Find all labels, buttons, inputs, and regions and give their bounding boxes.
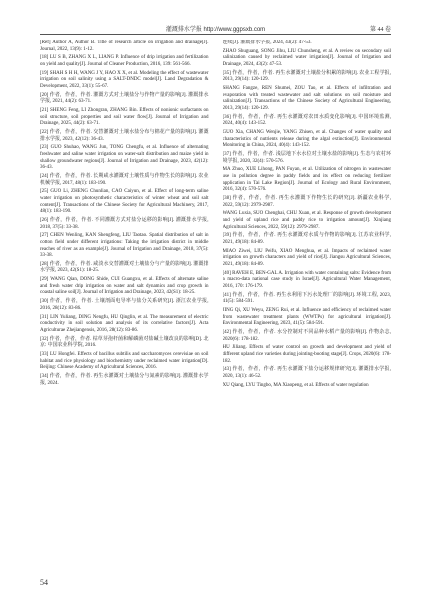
reference-entry: [31] LIN Yuliang, DING Nengfu, HU Qinglin, et al. The measurement of electric conductivity in soil solution and analysis of its correlative factors[J]. Acta Agriculturae Zhejiangensis, 2016, 28(12): 83-86. — [40, 314, 209, 333]
reference-entry: SHANG Fangze, REN Shumei, ZOU Tao, et al. Effects of infiltration and evaporation with treated wastewater and salt solutions on soil moisture and salinization[J]. Transactions of the Chinese Society of Agricultural Engineering, 2013, 29(14): 120-129. — [222, 86, 391, 111]
running-header — [40, 22, 391, 35]
reference-entry: XU Qiang, LYU Tingbo, MA Xiaopeng, et al. Effects of water regulation — [222, 382, 369, 388]
reference-entry: [39] 作者，作者，作者. 再生水灌溉对水质与作物的影响[J]. 江苏农业科学, 2021, 49(18): 84-89. — [222, 233, 391, 245]
reference-entry: [27] CHEN Wenling, KAN Shengfeng, LIU Taotao. Spatial distribution of salt in cotton field under different irrigations: Taking the irrigation district in middle reaches of river as an example[J]. Journal of Irrigation and Drainage, 2018, 37(5): 33-38. — [40, 233, 209, 259]
page-number: 54 — [40, 578, 48, 587]
reference-entry: [41] 作者，作者，作者. 再生水利用下污水处理厂的影响[J]. 环境工程, 2023, 41(5): 584-591. — [222, 292, 391, 305]
reference-entry: [26] 作者，作者，作者. 不同灌溉方式对盐分运移的影响[J]. 灌溉排水学报, 2018, 37(5): 33-38. — [40, 217, 209, 230]
reference-entry: [43] 作者，作者，作者. 再生水灌溉下盐分运移规律研究[J]. 灌溉排水学报, 2020, 13(1): 46-52. — [222, 367, 391, 379]
reference-column-right — [223, 40, 392, 573]
reference-entry: [25] GUO Li, ZHENG Chunlian, CAO Caiyun, et al. Effect of long-term saline water irrigation on photosynthetic characteristics of winter wheat and soil salt content[J]. Transactions of the Chinese Society for Agricultural Machinery, 2017, 48(1): 183-190. — [40, 189, 209, 215]
reference-entry: [21] SHENG Feng, LI Zhongran, ZHANG Bin. Effects of nonionic surfactants on soil structure, soil properties and soil water flow[J]. Journal of Irrigation and Drainage, 2025, 44(2): 63-71. — [40, 108, 209, 127]
reference-entry: MA Zhuo, XUE Lihong, PAN Fuyan, et al. Utilization of nitrogen in wastewater use in pollution degree in paddy fields and its effect on reducing fertilizer application in Tai Lake Region[J]. Journal of Ecology and Rural Environment, 2016, 32(4): 570-576. — [222, 167, 391, 193]
reference-entry: [28] 作者，作者，作者. 咸淡水交替灌溉对土壤盐分与产量的影响[J]. 灌溉排水学报, 2023, 42(S1): 18-25. — [40, 261, 209, 274]
reference-entry: [33] LU Hongfei. Effects of bacillus subtilis and saccharomyces cerevisiae on soil habitat and rice physiology and biochemistry under reclaimed water irrigation[D]. Beijing: Chinese Academy of Agricultural Sciences, 2016. — [40, 351, 209, 371]
reference-entry: [30] 作者，作者，作者. 土壤剖面电导率与盐分关系研究[J]. 浙江农业学报, 2016, 28(12): 83-86. — [40, 299, 209, 311]
reference-column-left — [40, 40, 209, 573]
reference-entry: [34] 作者，作者，作者. 再生水灌溉对土壤盐分与氮素的影响[J]. 灌溉排水学报, 2024. — [40, 373, 209, 386]
reference-entry: [18] LU S B, ZHANG X L, LIANG P. Influence of drip irrigation and fertilization on yield and quality[J]. Journal of Cleaner Production, 2016, 139: 561-566. — [40, 55, 209, 67]
reference-columns — [40, 40, 391, 573]
reference-entry: [36] 作者，作者，作者. 再生水灌溉对农田水质变化影响[J]. 中国环境监测, 2024, 40(4): 143-152. — [222, 114, 391, 127]
reference-entry: ZHAO Shuguang, SONG Jihu, LIU Chunsheng, et al. A review on secondary soil salinization caused by reclaimed water irrigation[J]. Journal of Irrigation and Drainage, 2024, 43(2): 47-53. — [222, 48, 391, 67]
reference-entry: JING Qi, XU Weyu, ZENG Rui, et al. Influence and efficiency of reclaimed water from wastewater treatment plants (WWTPs) for agricultural irrigation[J]. Environmental Engineering, 2023, 41(5): 584-591. — [222, 308, 391, 327]
reference-entry: 连续[J]. 灌溉排水学报, 2024, 43(2): 47-53. — [222, 40, 312, 45]
reference-entry: GUO Xia, CHANG Wenjie, YANG Zhisen, et al. Changes of water quality and characteristics of nutrients release during the algal extinction[J]. Environmental Monitoring in China, 2024, 40(4): 143-152. — [222, 130, 391, 149]
reference-entry: [32] 作者，作者，作者. 枯草芽孢杆菌和解磷菌对盐碱土壤改良的影响[D]. 北京: 中国农业科学院, 2016. — [40, 336, 209, 349]
reference-entry: [38] 作者，作者，作者. 再生水灌溉下作物生长的研究[J]. 新疆农业科学, 2022, 59(12): 2979-2987. — [222, 195, 391, 208]
reference-entry: [24] 作者，作者，作者. 长期咸水灌溉对土壤性质与作物生长的影响[J]. 农业机械学报, 2017, 48(1): 183-190. — [40, 174, 209, 186]
reference-entry: [37] 作者，作者，作者. 浅层地下水水位对土壤水盐的影响[J]. 生态与农村环境学报, 2020, 32(4): 570-576. — [222, 152, 391, 164]
reference-entry: HU Jiliang. Effects of water control on growth and development and yield of different upland rice varieties during jointing-booting stage[J]. Crops, 2020(6): 178-182. — [222, 345, 391, 364]
reference-entry: [20] 作者，作者，作者. 灌溉方式对土壤盐分与作物产量的影响[J]. 灌溉排水学报, 2021, 44(2): 63-71. — [40, 92, 209, 105]
reference-entry: [42] 作者，作者，作者. 水分控制对不同品种水稻产量的影响[J]. 作物杂志, 2020(6): 178-182. — [222, 329, 391, 342]
reference-entry: [40] RAVEH E, BEN-GAL A. Irrigation with water containing salts: Evidence from a macro-data national case study in Israel[J]. Agricultural Water Management, 2016, 170: 176-179. — [222, 270, 391, 289]
reference-entry: [19] SHAH S H H, WANG J Y, HAO X X, et al. Modeling the effect of wastewater irrigation on soil salinity using a SALT-DNDC model[J]. Land Degradation & Development, 2022, 33(1): 55-67. — [40, 70, 209, 89]
reference-entry: [23] GUO Shuhao, WANG Jun, TONG Chengfu, et al. Influence of alternating freshwater and saline water irrigation on water-salt distribution and maize yield in shallow groundwater regions[J]. Journal of Irrigation and Drainage, 2023, 42(12): 36-43. — [40, 145, 209, 171]
reference-entry: WANG Luxia, SUO Chenghai, CHU Xuan, et al. Response of growth development and yield of upland rice and paddy rice to irrigation amount[J]. Xinjiang Agricultural Sciences, 2022, 59(12): 2979-2987. — [222, 211, 391, 230]
reference-entry: [35] 作者，作者，作者. 再生水灌溉对土壤盐分积累的影响[J]. 农业工程学报, 2013, 29(14): 120-129. — [222, 70, 391, 83]
reference-entry: [29] WANG Qian, DONG Shide, CUI Guangxu, et al. Effects of alternate saline and fresh water drip irrigation on water and salt dynamics and crop growth in coastal saline soil[J]. Journal of Irrigation and Drainage, 2023, 42(S1): 18-25. — [40, 277, 209, 296]
reference-entry: [Ref] Author A, Author B. Title of research article on irrigation and drainage[J]. Journal, 2022, 13(9): 1-12. — [40, 40, 209, 52]
volume-label: 第 44 卷 — [369, 26, 391, 33]
reference-entry: [22] 作者，作者，作者. 交替灌溉对土壤水盐分布与棉花产量的影响[J]. 灌溉排水学报, 2023, 42(12): 36-43. — [40, 130, 209, 142]
reference-entry: MIAO Ziwei, LIU Peifu, XIAO Menghua, et al. Impacts of reclaimed water irrigation on growth characters and yield of rice[J]. Jiangsu Agricultural Sciences, 2021, 49(18): 84-89. — [222, 248, 391, 267]
journal-header-title: 灌溉排水学报 http://www.ggpsxb.com — [165, 26, 266, 33]
